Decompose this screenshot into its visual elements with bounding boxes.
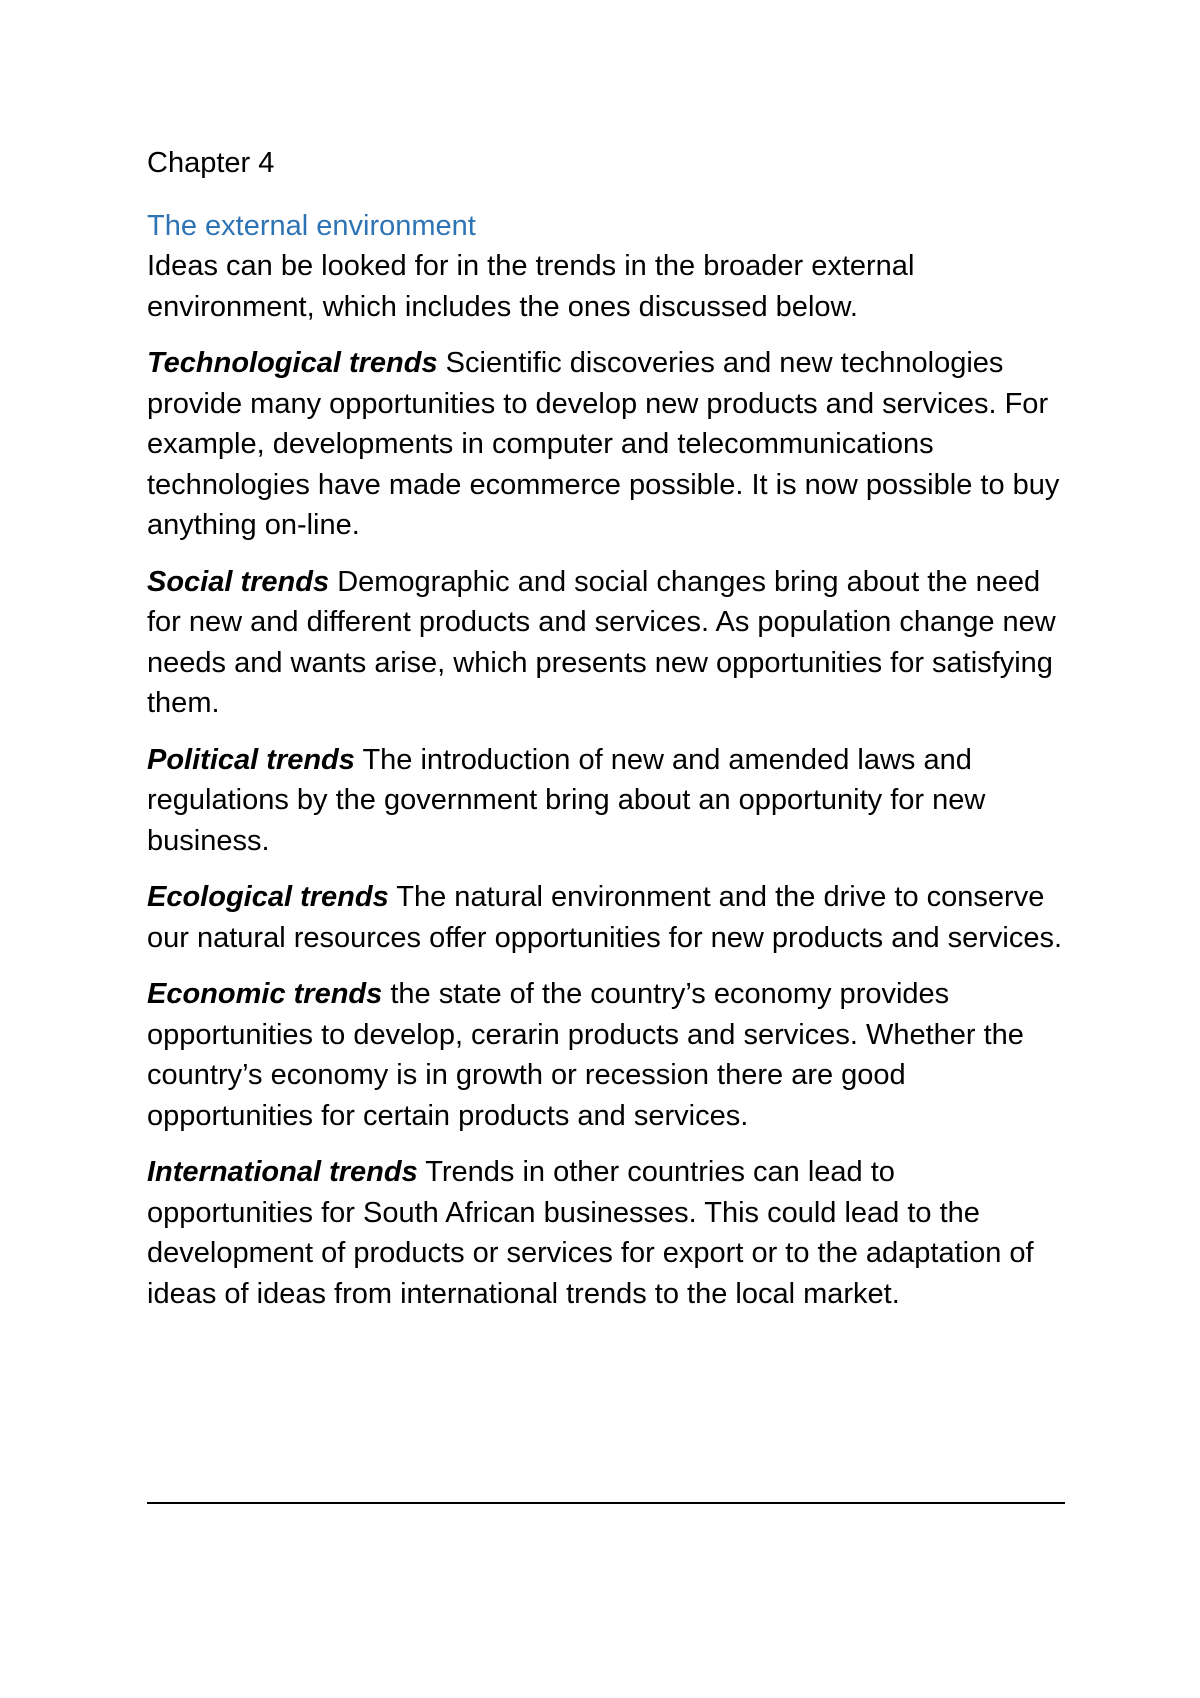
trend-paragraph-ecological: [147, 877, 1067, 958]
chapter-label: Chapter 4: [147, 147, 275, 179]
footnote-separator-line: [147, 1502, 1065, 1504]
trend-title: Social trends: [147, 565, 330, 598]
section-title: The external environment: [147, 209, 476, 242]
trend-paragraph-economic: [147, 974, 1067, 1136]
trend-title: Political trends: [147, 743, 355, 776]
intro-paragraph: Ideas can be looked for in the trends in the broader external environment, which includes the ones discussed below.: [147, 250, 915, 323]
trend-text: Trends in other countries can lead to opportunities for South African businesses. This could lead to the development of products or services for export or to the adaptation of ideas of ideas from international trends to the local market.: [147, 1156, 1034, 1310]
trend-text: Scientific discoveries and new technologies provide many opportunities to develop new products and services. For example, developments in computer and telecommunications technologies have made ecommerce possible. It is now possible to buy anything on-line.: [147, 347, 1060, 541]
trend-title: Technological trends: [147, 347, 438, 379]
trend-paragraph-political: [147, 740, 1067, 862]
trend-text: Demographic and social changes bring about the need for new and different products and services. As population change new needs and wants arise, which presents new opportunities for satisfying them.: [147, 565, 1056, 719]
trend-paragraph-social: [147, 562, 1067, 724]
trend-text: The natural environment and the drive to conserve our natural resources offer opportunities for new products and services.: [147, 881, 1063, 954]
trend-text: The introduction of new and amended laws and regulations by the government bring about an opportunity for new business.: [147, 743, 986, 857]
trend-paragraph-international: [147, 1152, 1067, 1314]
trend-paragraph-technological: [147, 343, 1067, 546]
trend-title: Ecological trends: [147, 881, 389, 913]
trend-title: International trends: [147, 1156, 418, 1188]
page-content: [147, 143, 1067, 1330]
trend-text: the state of the country’s economy provides opportunities to develop, cerarin products and services. Whether the country’s economy is in growth or recession there are good opportunities for certain products and services.: [147, 978, 1024, 1132]
trend-title: Economic trends: [147, 978, 383, 1010]
